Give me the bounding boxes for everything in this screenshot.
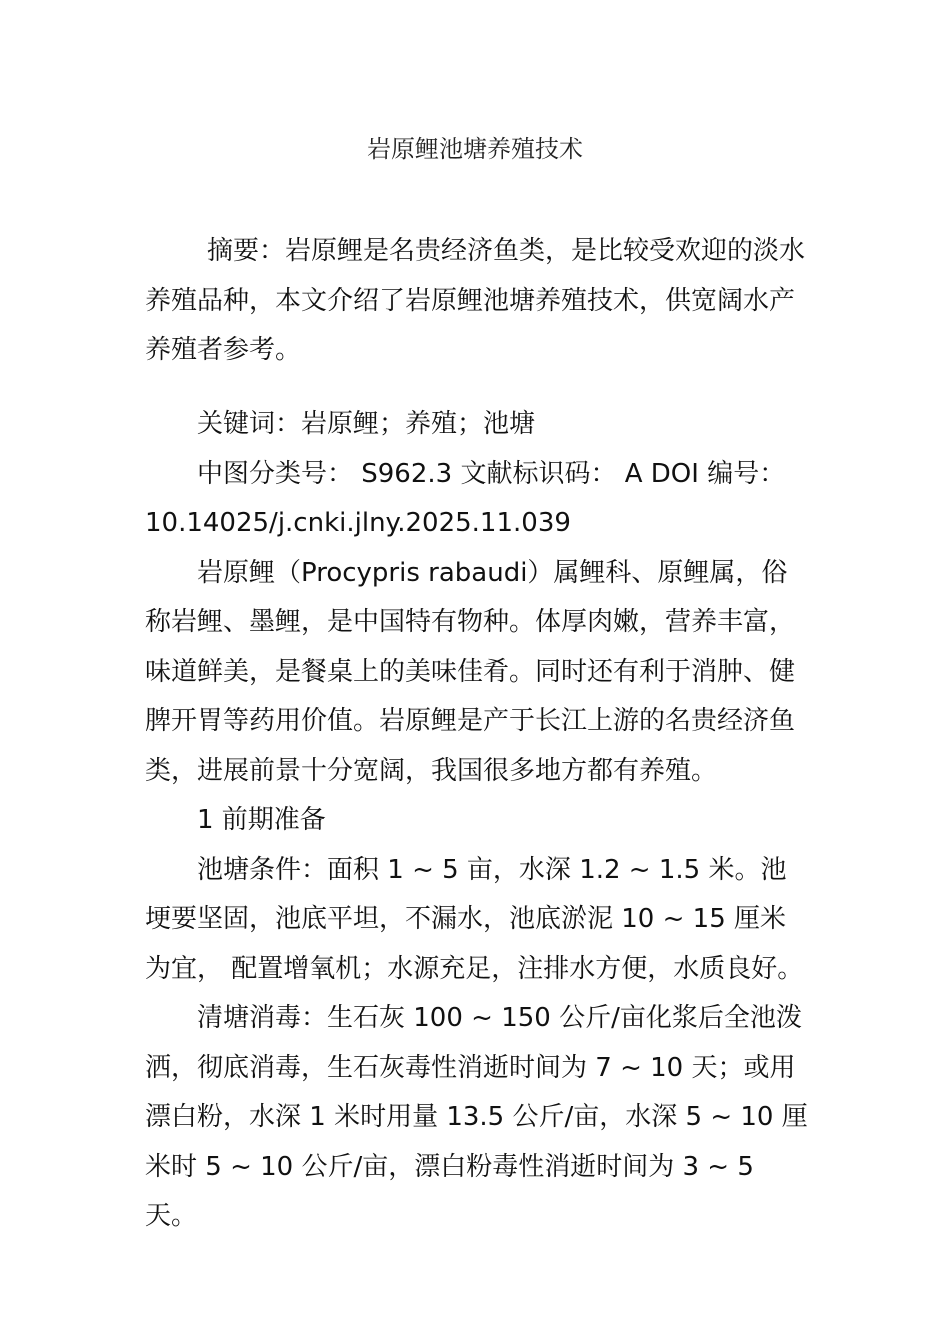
pond-conditions-paragraph: 池塘条件：面积 1 ~ 5 亩，水深 1.2 ~ 1.5 米。池埂要坚固，池底平坦，不漏水，池底淤泥 10 ~ 15 厘米为宜， 配置增氧机；水源充足，注排水方便，水质良好。 — [145, 854, 804, 984]
intro-paragraph: 岩原鲤（Procypris rabaudi）属鲤科、原鲤属，俗称岩鲤、墨鲤，是中国特有物种。体厚肉嫩，营养丰富，味道鲜美，是餐桌上的美味佳肴。同时还有利于消肿、健脾开胃等药用价值。岩原鲤是产于长江上游的名贵经济鱼类，进展前景十分宽阔，我国很多地方都有养殖。 — [145, 557, 796, 786]
section-heading: 1 前期准备 — [197, 805, 326, 835]
doi-line: 10.14025/j.cnki.jlny.2025.11.039 — [145, 508, 571, 538]
disinfection-paragraph: 清塘消毒：生石灰 100 ~ 150 公斤/亩化浆后全池泼洒，彻底消毒，生石灰毒性消逝时间为 7 ~ 10 天；或用漂白粉，水深 1 米时用量 13.5 公斤/亩，水深 5 ~ 10 厘米时 5 ~ 10 公斤/亩，漂白粉毒性消逝时间为 3 ~ 5 天。 — [145, 1003, 808, 1231]
document-title: 岩原鲤池塘养殖技术 — [367, 135, 583, 163]
abstract-section — [145, 227, 810, 376]
main-content — [145, 400, 810, 1242]
keywords-line: 关键词：岩原鲤；养殖；池塘 — [197, 409, 536, 439]
abstract-paragraph: 摘要：岩原鲤是名贵经济鱼类，是比较受欢迎的淡水养殖品种，本文介绍了岩原鲤池塘养殖技术，供宽阔水产养殖者参考。 — [145, 236, 806, 365]
classification-line: 中图分类号： S962.3 文献标识码： A DOI 编号： — [197, 458, 786, 489]
